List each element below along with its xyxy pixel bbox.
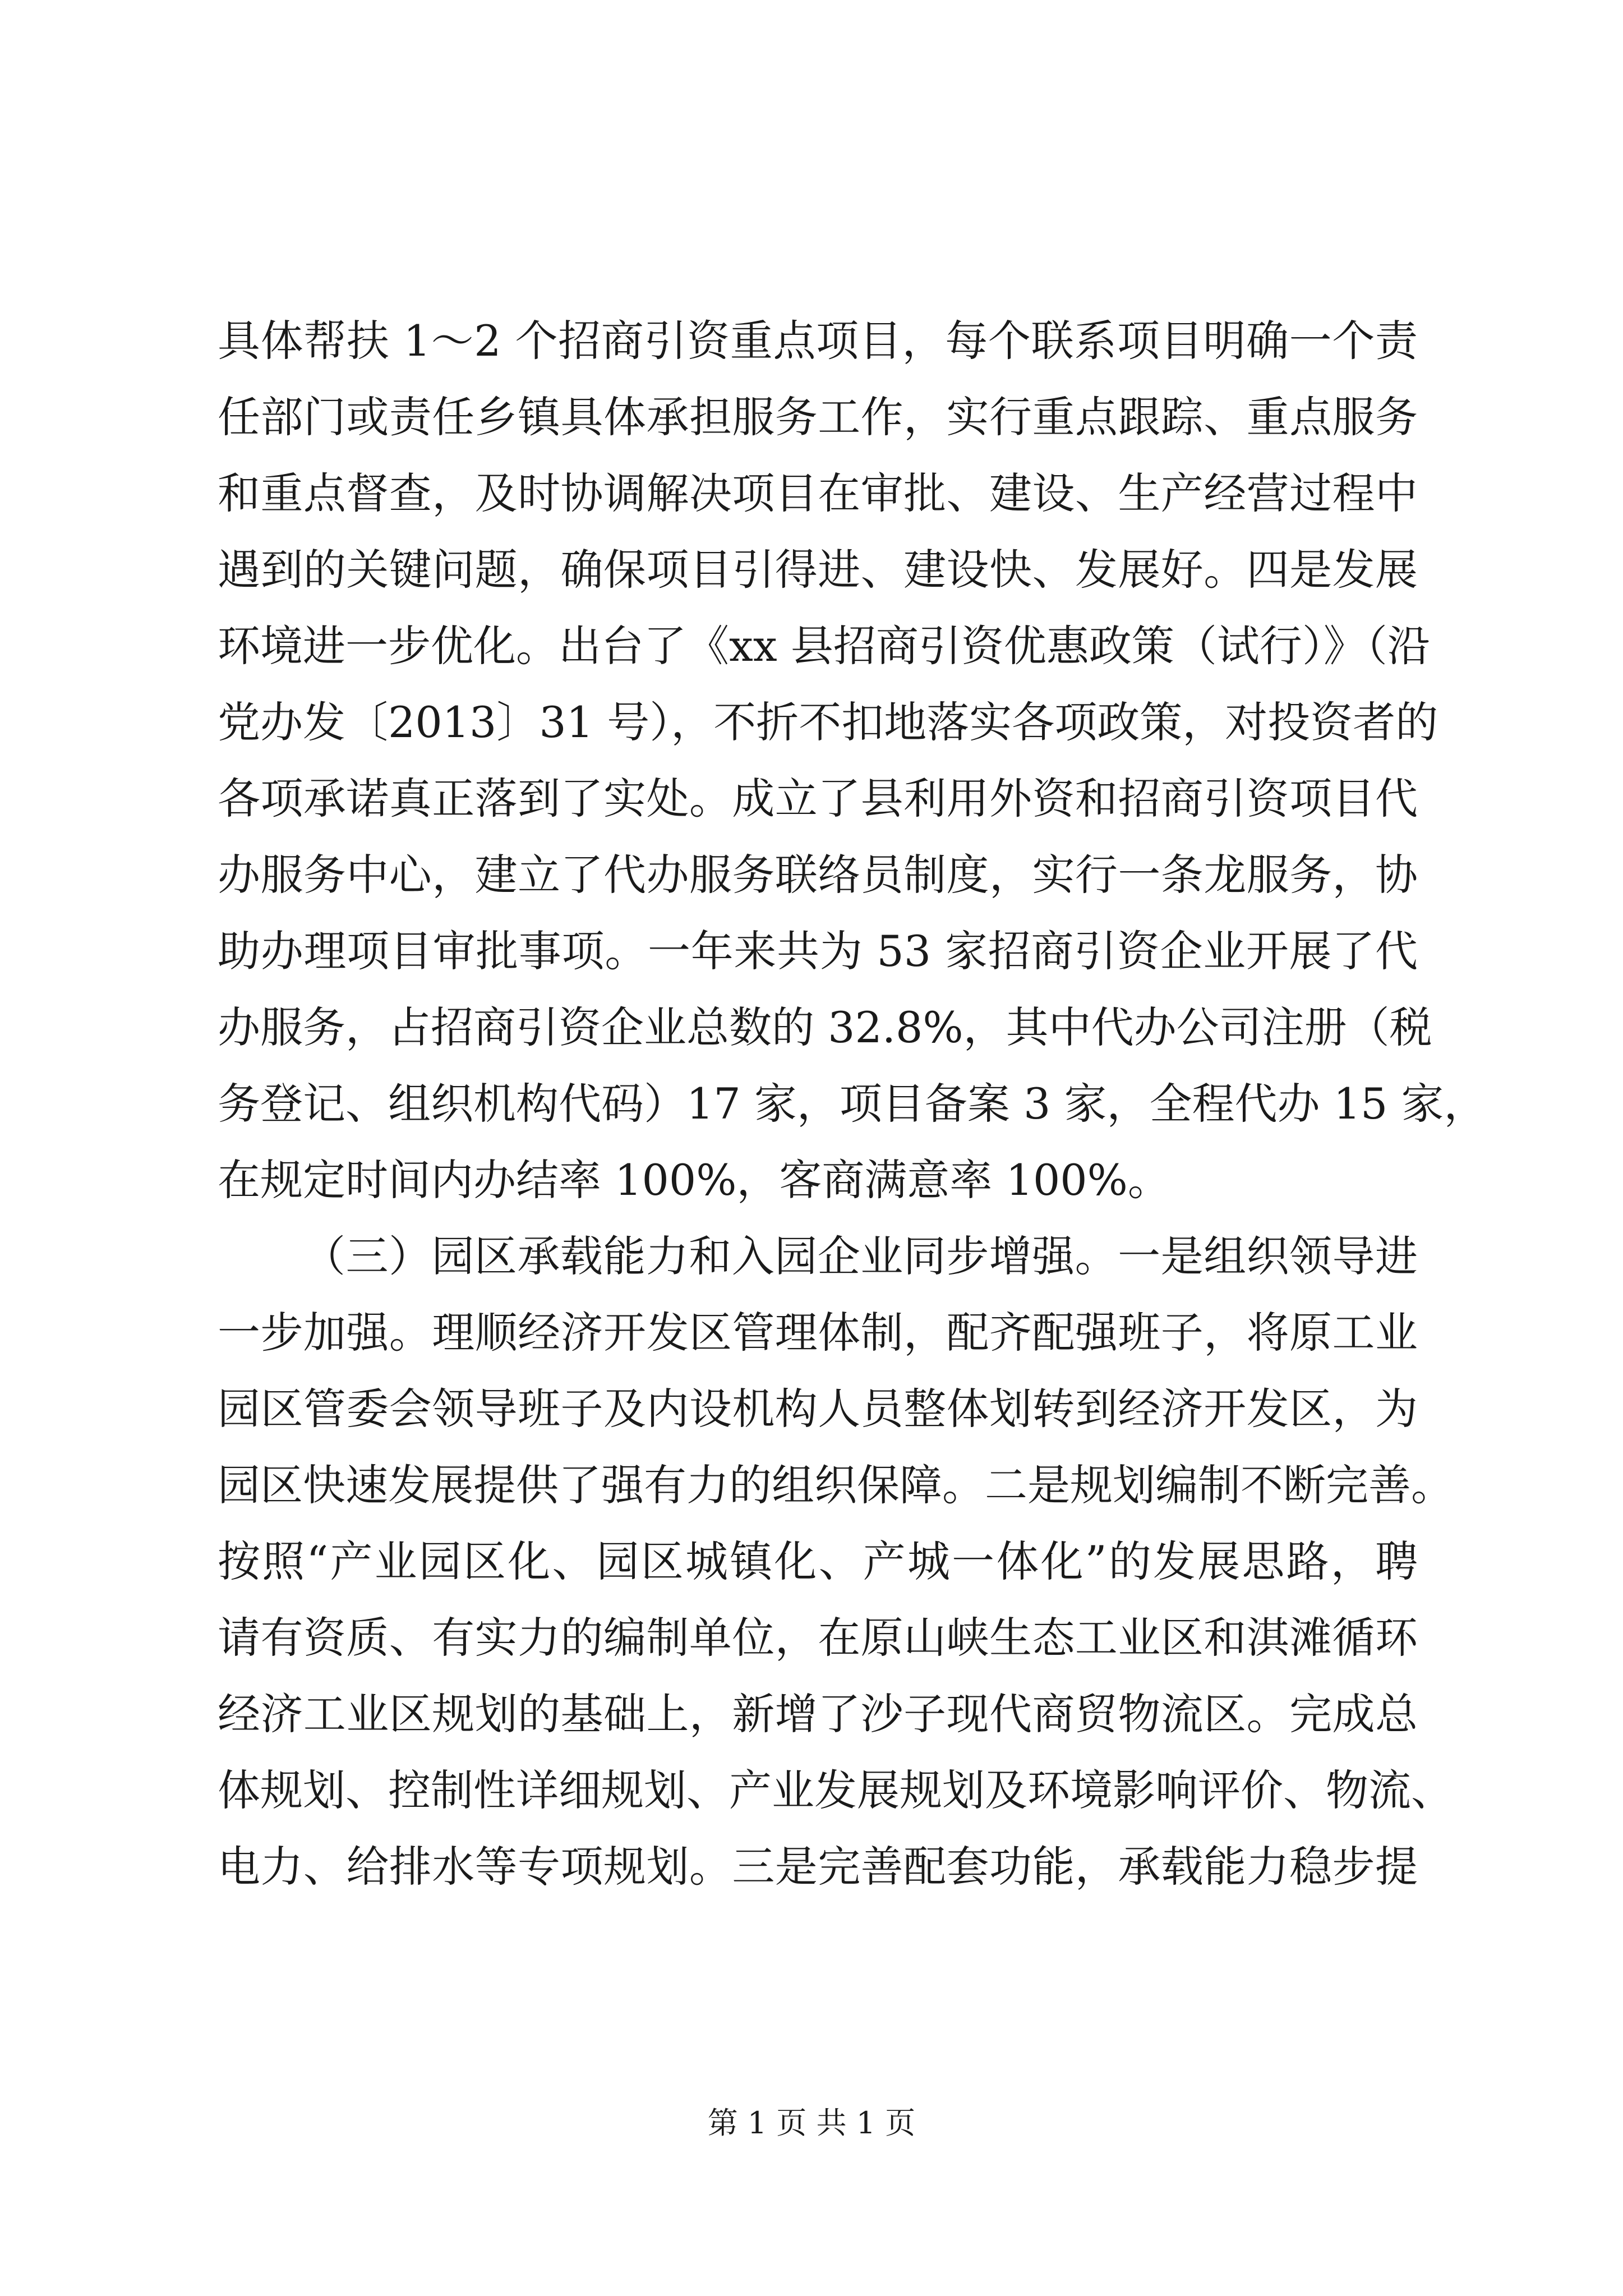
text-line: 园区快速发展提供了强有力的组织保障。二是规划编制不断完善。: [218, 1460, 1454, 1510]
text-line: 办服务，占招商引资企业总数的 32.8%，其中代办公司注册（税: [218, 1002, 1432, 1052]
text-line: 党办发〔2013〕31 号），不折不扣地落实各项政策，对投资者的: [218, 697, 1438, 747]
text-line: 体规划、控制性详细规划、产业发展规划及环境影响评价、物流、: [218, 1765, 1454, 1815]
page-number-footer: 第 1 页 共 1 页: [707, 2105, 916, 2141]
text-line: 按照“产业园区化、园区城镇化、产城一体化”的发展思路，聘: [218, 1536, 1418, 1586]
text-line: 环境进一步优化。出台了《xx 县招商引资优惠政策（试行）》（沿: [218, 621, 1430, 671]
text-line: 经济工业区规划的基础上，新增了沙子现代商贸物流区。完成总: [218, 1689, 1418, 1739]
text-line-section-start: （三）园区承载能力和入园企业同步增强。一是组织领导进: [303, 1231, 1418, 1281]
document-body: [218, 303, 1487, 1905]
text-line: 请有资质、有实力的编制单位，在原山峡生态工业区和淇滩循环: [218, 1613, 1418, 1663]
text-line: 务登记、组织机构代码）17 家，项目备案 3 家，全程代办 15 家，: [218, 1079, 1487, 1129]
text-line: 遇到的关键问题，确保项目引得进、建设快、发展好。四是发展: [218, 545, 1418, 595]
text-line: 助办理项目审批事项。一年来共为 53 家招商引资企业开展了代: [218, 926, 1418, 976]
text-line: 园区管委会领导班子及内设机构人员整体划转到经济开发区，为: [218, 1384, 1418, 1434]
text-line: 各项承诺真正落到了实处。成立了县利用外资和招商引资项目代: [218, 774, 1418, 823]
text-line: 任部门或责任乡镇具体承担服务工作，实行重点跟踪、重点服务: [218, 392, 1418, 442]
text-line: 具体帮扶 1～2 个招商引资重点项目，每个联系项目明确一个责: [218, 316, 1418, 366]
text-line: 一步加强。理顺经济开发区管理体制，配齐配强班子，将原工业: [218, 1308, 1418, 1358]
text-line: 和重点督查，及时协调解决项目在审批、建设、生产经营过程中: [218, 468, 1418, 518]
text-line: 办服务中心，建立了代办服务联络员制度，实行一条龙服务，协: [218, 850, 1418, 900]
text-line: 电力、给排水等专项规划。三是完善配套功能，承载能力稳步提: [218, 1842, 1418, 1892]
text-line-paragraph-end: 在规定时间内办结率 100%，客商满意率 100%。: [218, 1155, 1170, 1205]
